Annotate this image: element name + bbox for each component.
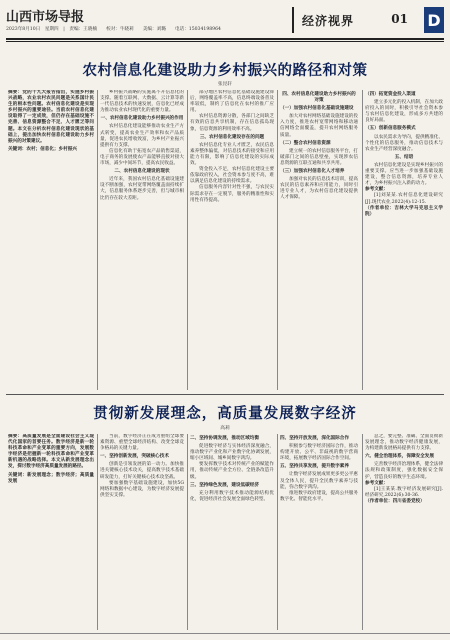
article2-keywords: 关键词：新发展理念；数字经济；高质量发展 (8, 472, 94, 484)
subheading: （五）创新信息服务模式 (365, 126, 416, 132)
paragraph: 信息化有助于拓宽农产品销售渠道，电子商务的发展使农产品能够直接对接大市场，减少中间环节，提高农民收益。 (100, 148, 184, 167)
subheading: （四）拓宽资金投入渠道 (365, 92, 416, 97)
article1-abstract: 摘要：党的十九大报告指出，实施乡村振兴战略，农业农村农民问题是关系国计民生的根本性问题。农村信息化建设是实现乡村振兴的重要途径。当前农村信息化建设取得了一定成效，但仍存在基础设施不完善、信息资源整合不足、人才匮乏等问题。本文在分析农村信息化建设现状的基础上，提出加快农村信息化建设助力乡村振兴的对策建议。 (8, 90, 94, 144)
paragraph: 让数字经济发展成果更多更公平惠及全体人民，提升全民数字素养与技能，弥合数字鸿沟。 (280, 472, 358, 490)
paragraph: 当前，数字经济正在成为重组全球要素资源、重塑全球经济结构、改变全球竞争格局的关键力量。 (100, 434, 184, 452)
paragraph: 近年来，我国农村信息化基础设施建设不断加强，农村宽带网络覆盖面持续扩大，信息服务体系逐步完善，但与城市相比仍存在较大差距。 (100, 177, 184, 201)
subheading: （作者单位：四川省委党校） (365, 498, 425, 504)
paragraph: 部分地区农村信息化基础设施建设滞后，网络覆盖率不高，信息终端设备普及率较低，制约了信息化在农村的推广应用。 (190, 90, 274, 114)
subheading: 二、农村信息化建设的现状 (114, 169, 170, 175)
paragraph: 资金投入不足，农村信息化建设主要依靠政府投入，社会资本参与度不高，难以满足信息化建设的持续需求。 (190, 167, 274, 185)
subheading: 四、坚持开放发展，深化国际合作 (280, 436, 349, 441)
paragraph: 创新是引领发展的第一动力。加快推进关键核心技术攻关，提高数字技术基础研发能力，打好关键核心技术攻坚战。 (100, 462, 184, 480)
article1-keywords: 关键词：农村；信息化；乡村振兴 (8, 146, 77, 152)
subheading: （一）加强农村信息化基础设施建设 (280, 106, 354, 112)
article2-title: 贯彻新发展理念，高质量发展数字经济 (93, 406, 357, 422)
paragraph: 建立统一的农村信息服务平台，打破部门之间的信息壁垒，实现涉农信息资源的互联互通和共享共用。 (280, 148, 358, 166)
section-banner (292, 7, 441, 33)
masthead-rule (6, 38, 444, 40)
column-divider (362, 90, 363, 390)
article2-col2 (100, 434, 184, 630)
paragraph: 加大对农村网络基础设施建设的投入力度，推进农村宽带网络和移动通信网络全面覆盖，提升农村网络服务质量。 (280, 114, 358, 138)
paragraph: [1]刘某某.农村信息化建设研究[J].现代农业,2022(4):12-15. (365, 193, 443, 205)
paragraph: 要加强数字基础设施建设，加快5G网络和数据中心建设，为数字经济发展提供坚实支撑。 (100, 480, 184, 498)
paragraph: 农村信息化建设是实现乡村振兴的重要支撑。应当进一步加强基础设施建设，整合信息资源，培养专业人才，为乡村振兴注入新的动力。 (365, 162, 443, 187)
article1-title: 农村信息化建设助力乡村振兴的路径和对策 (82, 63, 368, 79)
article2-abstract: 摘要：高质量发展是全面建设社会主义现代化国家的首要任务。数字经济是新一轮科技革命和产业变革的重要方向，发展数字经济是把握新一轮科技革命和产业变革新机遇的战略选择。本文从新发展理念出发，探讨数字经济高质量发展的路径。 (8, 434, 94, 470)
column-divider (277, 90, 278, 390)
subheading: 五、结语 (394, 154, 414, 160)
paragraph: 农村信息化专业人才匮乏，农民信息素养整体偏低，对信息技术的接受和应用能力有限，影响了信息化建设的实际成效。 (190, 142, 274, 167)
subheading: 参考文献： (365, 480, 388, 486)
issue-meta: 2023年8月10日 星期四 | 责编：王晓楠 校对：牛晓莉 美编：刘璐 电话：15034198964 (6, 27, 221, 32)
paragraph: 促进数字经济与实体经济深度融合，推动数字产业化和产业数字化协调发展，缩小区域间、城乡间数字鸿沟。 (190, 444, 274, 462)
subheading: 参考文献： (365, 187, 388, 193)
article2-col3 (190, 434, 274, 630)
article1-col4 (280, 90, 358, 390)
masthead (6, 4, 444, 40)
page-number: 01 (391, 12, 408, 26)
column-divider (362, 434, 363, 630)
page-letter-badge: D (424, 7, 444, 33)
subheading: 五、坚持共享发展，提升数字素养 (280, 464, 349, 470)
article1-col1 (8, 90, 94, 390)
section-name: 经济视界 (302, 14, 355, 28)
paragraph: 充分利用数字技术推动能源结构优化，促进经济社会发展全面绿色转型。 (190, 490, 274, 502)
masthead-rule-thin (6, 41, 444, 42)
subheading: 三、坚持绿色发展，建设低碳经济 (190, 482, 259, 488)
column-divider (97, 434, 98, 630)
column-divider (187, 434, 188, 630)
paragraph: [1]王某某.数字经济发展研究[J].经济研究,2022(6):30-36. (365, 486, 443, 498)
subheading: 一、坚持创新发展，突破核心技术 (100, 454, 169, 460)
column-divider (187, 90, 188, 390)
footer-rule (0, 633, 450, 634)
article2-col4 (280, 434, 358, 630)
article-separator (6, 394, 444, 395)
paragraph: 农村信息化建设能够推动农业生产方式转变，提高农业生产效率和农产品质量，促进农民增收致富，为乡村产业振兴提供有力支撑。 (100, 124, 184, 148)
article2-col1 (8, 434, 94, 630)
paragraph: 完善数字经济治理体系，健全法律法规和政策制度，强化数据安全保护，营造良好的数字生态环境。 (365, 462, 443, 480)
paragraph: 要发挥数字技术对传统产业的赋能作用，推动传统产业全方位、全链条改造升级。 (190, 462, 274, 480)
paragraph: 加强对农民的信息技术培训，提高农民的信息素养和应用能力，同时引进专业人才，为农村信息化建设提供人才保障。 (280, 177, 358, 201)
paragraph: 总之，要完整、准确、全面贯彻新发展理念，推动数字经济健康发展，为构建新发展格局提供有力支撑。 (365, 434, 443, 452)
subheading: 三、农村信息化建设存在的问题 (199, 134, 265, 140)
article1-author: 张昆轩 (217, 82, 233, 87)
paragraph: 推进数字政府建设，提高公共服务数字化、智能化水平。 (280, 490, 358, 502)
article2-author: 高莉 (220, 426, 230, 431)
paragraph: 信息服务内容针对性不强，与农民实际需求存在一定脱节，服务的精准性和实用性有待提高。 (190, 185, 274, 203)
article1-col2 (100, 90, 184, 390)
subheading: （三）加强农村信息化人才培养 (280, 169, 345, 175)
article1-col5 (365, 90, 443, 390)
paragraph: 乡村振兴战略的实施离不开信息化的支撑。随着互联网、大数据、云计算等新一代信息技术的快速发展，信息化已经成为推动农业农村现代化的重要力量。 (100, 90, 184, 114)
subheading: （作者单位：吉林大学马克思主义学院） (365, 205, 443, 217)
article1-col3 (190, 90, 274, 390)
paragraph: 农村信息资源分散，各部门之间缺乏有效的信息共享机制，存在信息孤岛现象，信息资源的利用效率不高。 (190, 114, 274, 132)
paragraph: 积极参与数字经济国际合作，推动构建开放、公平、非歧视的数字营商环境，拓展数字经济国际合作空间。 (280, 444, 358, 462)
subheading: 四、农村信息化建设助力乡村振兴的对策 (282, 92, 356, 104)
paragraph: 建立多元化的投入机制，在加大政府投入的同时，积极引导社会资本参与农村信息化建设，形成多方共建的良好局面。 (365, 100, 443, 124)
subheading: （二）整合农村信息资源 (280, 140, 331, 146)
subheading: 二、坚持协调发展，推动区域均衡 (190, 436, 259, 441)
article2-col5 (365, 434, 443, 630)
paper-name: 山西市场导报 (6, 10, 85, 25)
subheading: 一、农村信息化建设助力乡村振兴的作用 (100, 116, 184, 122)
subheading: 六、健全治理体系，保障安全发展 (365, 454, 434, 460)
column-divider (277, 434, 278, 630)
column-divider (97, 90, 98, 390)
paragraph: 以农民需求为导向，提供精准化、个性化的信息服务，推动信息技术与农业生产经营深度融合。 (365, 134, 443, 152)
